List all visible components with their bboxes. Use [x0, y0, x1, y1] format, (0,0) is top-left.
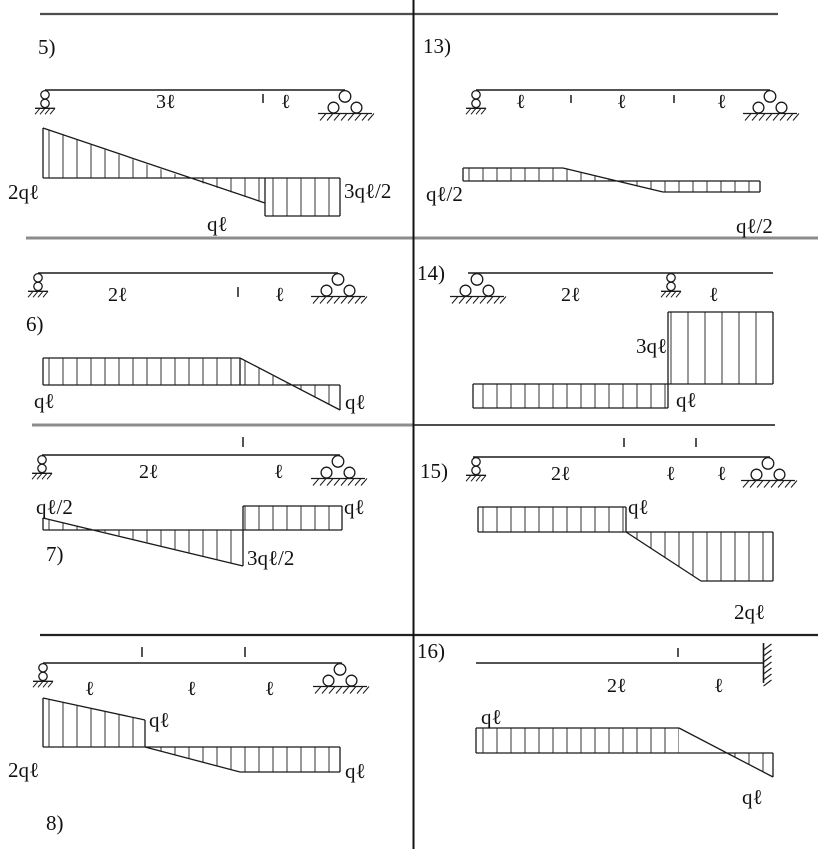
problem-15-span-c: ℓ: [717, 463, 727, 485]
pin-support-icon: [313, 664, 369, 694]
problem-5-shear-diagram: [8, 128, 391, 236]
problem-15-span-b: ℓ: [666, 463, 676, 485]
problem-13-span-c: ℓ: [717, 91, 727, 113]
problem-13-span-b: ℓ: [617, 91, 627, 113]
problem-6-value-right: qℓ: [345, 390, 366, 414]
roller-support-icon: [466, 458, 486, 482]
problem-14-beam: [450, 273, 773, 306]
pin-support-icon: [311, 456, 367, 486]
roller-support-icon: [35, 91, 55, 115]
problem-8-value-right: qℓ: [345, 759, 366, 783]
problem-7-value-right: qℓ: [344, 495, 365, 519]
problem-7-number: 7): [46, 542, 64, 566]
problem-5-value-mid: qℓ: [207, 212, 228, 236]
pin-support-icon: [450, 274, 506, 304]
problem-14-value-low: qℓ: [676, 388, 697, 412]
problem-16-value-right: qℓ: [742, 785, 763, 809]
problem-5-span-a: 3ℓ: [156, 91, 176, 113]
problem-8-value-mid: qℓ: [149, 708, 170, 732]
roller-support-icon: [661, 274, 681, 298]
problem-16-number: 16): [417, 639, 445, 663]
problem-15-span-a: 2ℓ: [551, 463, 571, 485]
problem-14-value-tall: 3qℓ: [635, 334, 667, 358]
problem-8: [8, 647, 369, 835]
pin-support-icon: [311, 274, 367, 304]
problem-8-span-b: ℓ: [187, 678, 197, 700]
problem-16: [417, 639, 773, 809]
problem-8-span-a: ℓ: [85, 678, 95, 700]
problem-14-span-a: 2ℓ: [561, 284, 581, 306]
problem-14-number: 14): [417, 261, 445, 285]
problem-5-beam: [35, 90, 374, 121]
problem-16-shear-diagram: [476, 705, 773, 809]
problem-13: [423, 34, 799, 238]
problem-13-value-left: qℓ/2: [426, 182, 463, 206]
problem-8-number: 8): [46, 811, 64, 835]
problem-8-span-c: ℓ: [265, 678, 275, 700]
roller-support-icon: [33, 664, 53, 688]
problem-7: [32, 437, 367, 570]
problem-15-beam: [466, 438, 797, 488]
problem-6-span-b: ℓ: [275, 284, 285, 306]
problem-16-span-b: ℓ: [714, 675, 724, 697]
problem-15: [420, 438, 797, 624]
problem-14-span-b: ℓ: [709, 284, 719, 306]
problem-6-number: 6): [26, 312, 44, 336]
problem-5-number: 5): [38, 35, 56, 59]
problem-15-shear-diagram: [478, 495, 773, 624]
problem-7-beam: [32, 437, 367, 486]
pin-support-icon: [741, 458, 797, 488]
problem-6: [26, 273, 367, 414]
problem-8-value-left: 2qℓ: [8, 758, 40, 782]
problem-15-number: 15): [420, 459, 448, 483]
problem-5: [8, 35, 391, 236]
problem-16-span-a: 2ℓ: [607, 675, 627, 697]
problem-13-beam: [466, 90, 799, 121]
problem-7-span-b: ℓ: [274, 461, 284, 483]
problem-13-shear-diagram: [426, 168, 773, 238]
problem-7-value-mid: 3qℓ/2: [247, 546, 295, 570]
pin-support-icon: [743, 91, 799, 121]
fixed-support-icon: [764, 643, 772, 686]
roller-support-icon: [32, 456, 52, 480]
roller-support-icon: [28, 274, 48, 298]
problem-15-value-left: qℓ: [628, 495, 649, 519]
problem-5-value-left: 2qℓ: [8, 180, 40, 204]
roller-support-icon: [466, 91, 486, 115]
problem-14-shear-diagram: [473, 312, 773, 412]
problem-15-value-right: 2qℓ: [734, 600, 766, 624]
pin-support-icon: [318, 91, 374, 121]
problem-16-value-left: qℓ: [481, 705, 502, 729]
problem-6-span-a: 2ℓ: [108, 284, 128, 306]
problem-14: [417, 261, 773, 412]
problem-13-span-a: ℓ: [516, 91, 526, 113]
problem-13-number: 13): [423, 34, 451, 58]
problem-7-value-left: qℓ/2: [36, 495, 73, 519]
problem-16-beam: [476, 643, 772, 697]
problem-8-beam: [33, 647, 369, 700]
problem-13-value-right: qℓ/2: [736, 214, 773, 238]
problem-7-span-a: 2ℓ: [139, 461, 159, 483]
problem-8-shear-diagram: [8, 698, 366, 783]
problem-5-span-b: ℓ: [281, 91, 291, 113]
problem-6-beam: [28, 273, 367, 306]
problem-5-value-right: 3qℓ/2: [344, 179, 392, 203]
problem-7-shear-diagram: [36, 495, 365, 570]
problem-6-value-left: qℓ: [34, 389, 55, 413]
problem-6-shear-diagram: [34, 358, 366, 414]
